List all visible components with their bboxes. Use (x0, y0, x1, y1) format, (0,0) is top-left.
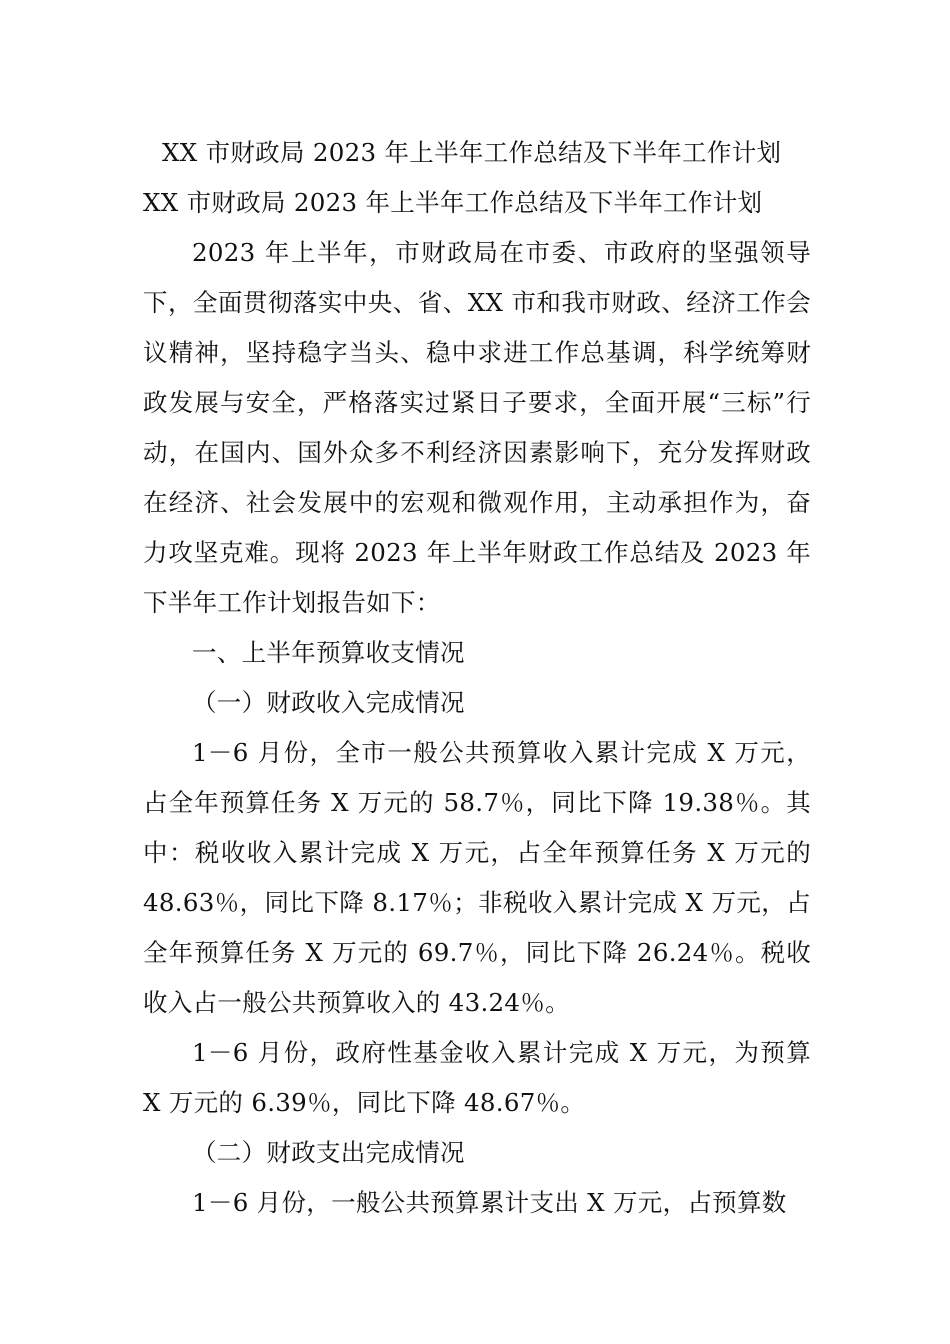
subsection-heading-expenditure: （二）财政支出完成情况 (192, 1138, 465, 1167)
intro-paragraph: 2023 年上半年，市财政局在市委、市政府的坚强领导下，全面贯彻落实中央、省、XX 市和我市财政、经济工作会议精神，坚持稳字当头、稳中求进工作总基调，科学统筹财政发展与安全，严格落实过紧日子要求，全面开展“三标”行动，在国内、国外众多不利经济因素影响下，充分发挥财政在经济、社会发展中的宏观和微观作用，主动承担作为，奋力攻坚克难。现将 2023 年上半年财政工作总结及 2023 年下半年工作计划报告如下： (143, 238, 811, 617)
document-body (143, 128, 811, 1228)
document-subtitle: XX 市财政局 2023 年上半年工作总结及下半年工作计划 (143, 188, 763, 217)
revenue-paragraph: 1－6 月份，全市一般公共预算收入累计完成 X 万元，占全年预算任务 X 万元的 58.7％，同比下降 19.38％。其中：税收收入累计完成 X 万元，占全年预算任务 X 万元的 48.63％，同比下降 8.17％；非税收入累计完成 X 万元，占全年预算任务 X 万元的 69.7％，同比下降 26.24％。税收收入占一般公共预算收入的 43.24％。 (143, 738, 812, 1017)
section-heading: 一、上半年预算收支情况 (192, 638, 465, 667)
expenditure-paragraph: 1－6 月份，一般公共预算累计支出 X 万元，占预算数 (192, 1188, 787, 1217)
document-title: XX 市财政局 2023 年上半年工作总结及下半年工作计划 (162, 138, 782, 167)
subsection-heading-revenue: （一）财政收入完成情况 (192, 688, 465, 717)
fund-revenue-paragraph: 1－6 月份，政府性基金收入累计完成 X 万元，为预算 X 万元的 6.39％，同比下降 48.67％。 (143, 1038, 811, 1117)
